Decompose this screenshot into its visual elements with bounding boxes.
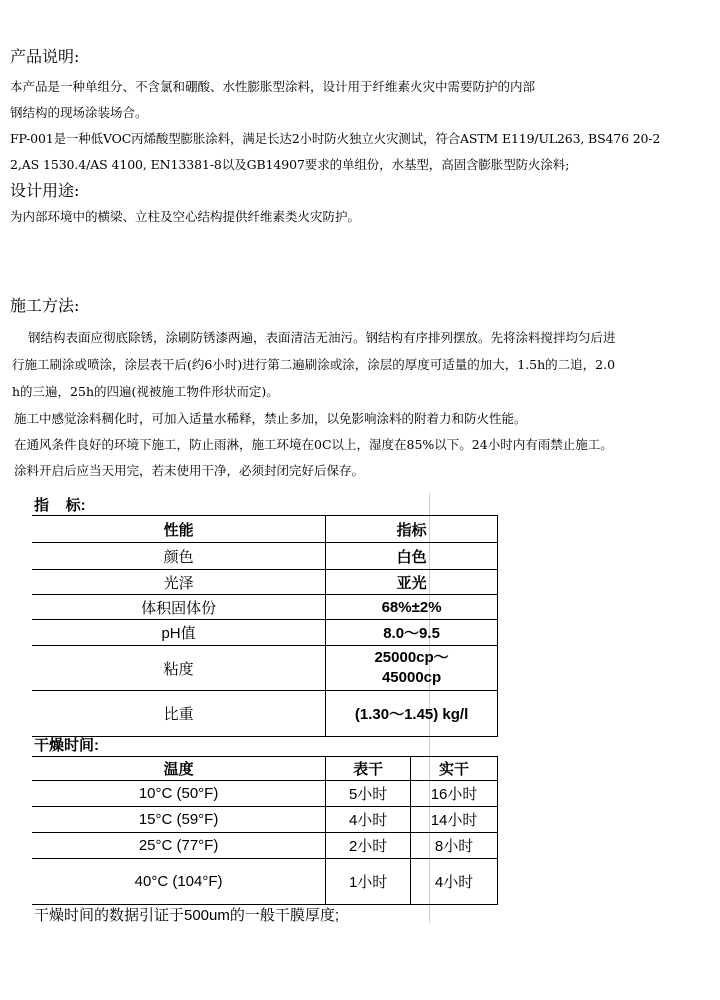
spec-property: 颜色: [32, 543, 326, 570]
specs-heading: 指 标:: [34, 497, 86, 514]
construction-line-3: h的三遍，25h的四遍(视被施工物件形状而定)。: [12, 384, 279, 399]
construction-heading: 施工方法:: [10, 296, 80, 315]
construction-line-4: 施工中感觉涂料稠化时，可加入适量水稀释，禁止多加，以免影响涂料的附着力和防火性能。: [14, 411, 527, 426]
drying-temp: 25°C (77°F): [32, 833, 326, 859]
specs-header-row: [32, 516, 498, 543]
spec-value: 8.0～9.5: [326, 620, 498, 646]
spec-property: pH值: [32, 620, 326, 646]
specs-col-value: 指标: [326, 516, 498, 543]
usage-heading: 设计用途:: [10, 181, 80, 200]
drying-col-temp: 温度: [32, 757, 326, 781]
table-row: [32, 807, 498, 833]
drying-hard: 14小时: [411, 807, 498, 833]
drying-surface: 1小时: [326, 859, 411, 905]
spec-value: (1.30～1.45) kg/l: [326, 691, 498, 737]
spec-value: 68%±2%: [326, 595, 498, 620]
construction-line-1: 钢结构表面应彻底除锈，涂刷防锈漆两遍，表面清洁无油污。钢结构有序排列摆放。先将涂料搅拌均匀后进: [28, 330, 616, 345]
product-line-4: 2,AS 1530.4/AS 4100, EN13381-8以及GB14907要求的单组份，水基型，高固含膨胀型防火涂料;: [10, 157, 570, 172]
table-row: [32, 859, 498, 905]
drying-hard: 8小时: [411, 833, 498, 859]
drying-surface: 5小时: [326, 781, 411, 807]
spec-property: 光泽: [32, 570, 326, 595]
table-row: [32, 570, 498, 595]
product-line-2: 钢结构的现场涂装场合。: [10, 105, 148, 120]
construction-line-5: 在通风条件良好的环境下施工，防止雨淋，施工环境在0C以上，湿度在85%以下。24小时内有雨禁止施工。: [14, 437, 613, 452]
specs-col-property: 性能: [32, 516, 326, 543]
drying-temp: 15°C (59°F): [32, 807, 326, 833]
spec-value: [326, 646, 498, 691]
table-row: [32, 620, 498, 646]
table-row: [32, 543, 498, 570]
drying-temp: 40°C (104°F): [32, 859, 326, 905]
construction-line-2: 行施工刷涂或喷涂，涂层表干后(约6小时)进行第二遍刷涂或涂，涂层的厚度可适量的加大，1.5h的二追，2.0: [12, 357, 616, 372]
product-heading: 产品说明:: [10, 47, 80, 66]
drying-col-hard: 实干: [411, 757, 498, 781]
spec-value: 亚光: [326, 570, 498, 595]
spec-property: 比重: [32, 691, 326, 737]
drying-heading: 干燥时间:: [34, 737, 99, 754]
viscosity-line-2: 45000cp: [381, 669, 442, 686]
construction-line-6: 涂料开启后应当天用完，若末使用干净，必须封闭完好后保存。: [14, 463, 365, 478]
drying-surface: 4小时: [326, 807, 411, 833]
viscosity-line-1: 25000cp～: [374, 649, 449, 666]
table-row: [32, 833, 498, 859]
drying-hard: 4小时: [411, 859, 498, 905]
spec-property: 体积固体份: [32, 595, 326, 620]
product-line-3: FP-001是一种低VOC丙烯酸型膨胀涂料，满足长达2小时防火独立火灾测试，符合ASTM E119/UL263, BS476 20-2: [10, 131, 661, 146]
spec-value: 白色: [326, 543, 498, 570]
spec-property: 粘度: [32, 646, 326, 691]
drying-surface: 2小时: [326, 833, 411, 859]
table-row: [32, 691, 498, 737]
table-row: [32, 646, 498, 691]
drying-hard: 16小时: [411, 781, 498, 807]
drying-note: 干燥时间的数据引证于500um的一般干膜厚度;: [34, 907, 340, 924]
drying-header-row: [32, 757, 498, 781]
table-row: [32, 595, 498, 620]
usage-line-1: 为内部环境中的横梁、立柱及空心结构提供纤维素类火灾防护。: [10, 209, 361, 224]
drying-col-surface: 表干: [326, 757, 411, 781]
table-row: [32, 781, 498, 807]
drying-temp: 10°C (50°F): [32, 781, 326, 807]
specs-table: [32, 515, 498, 737]
drying-table: [32, 756, 498, 905]
product-line-1: 本产品是一种单组分、不含氯和硼酸、水性膨胀型涂料，设计用于纤维素火灾中需要防护的内部: [10, 79, 536, 94]
